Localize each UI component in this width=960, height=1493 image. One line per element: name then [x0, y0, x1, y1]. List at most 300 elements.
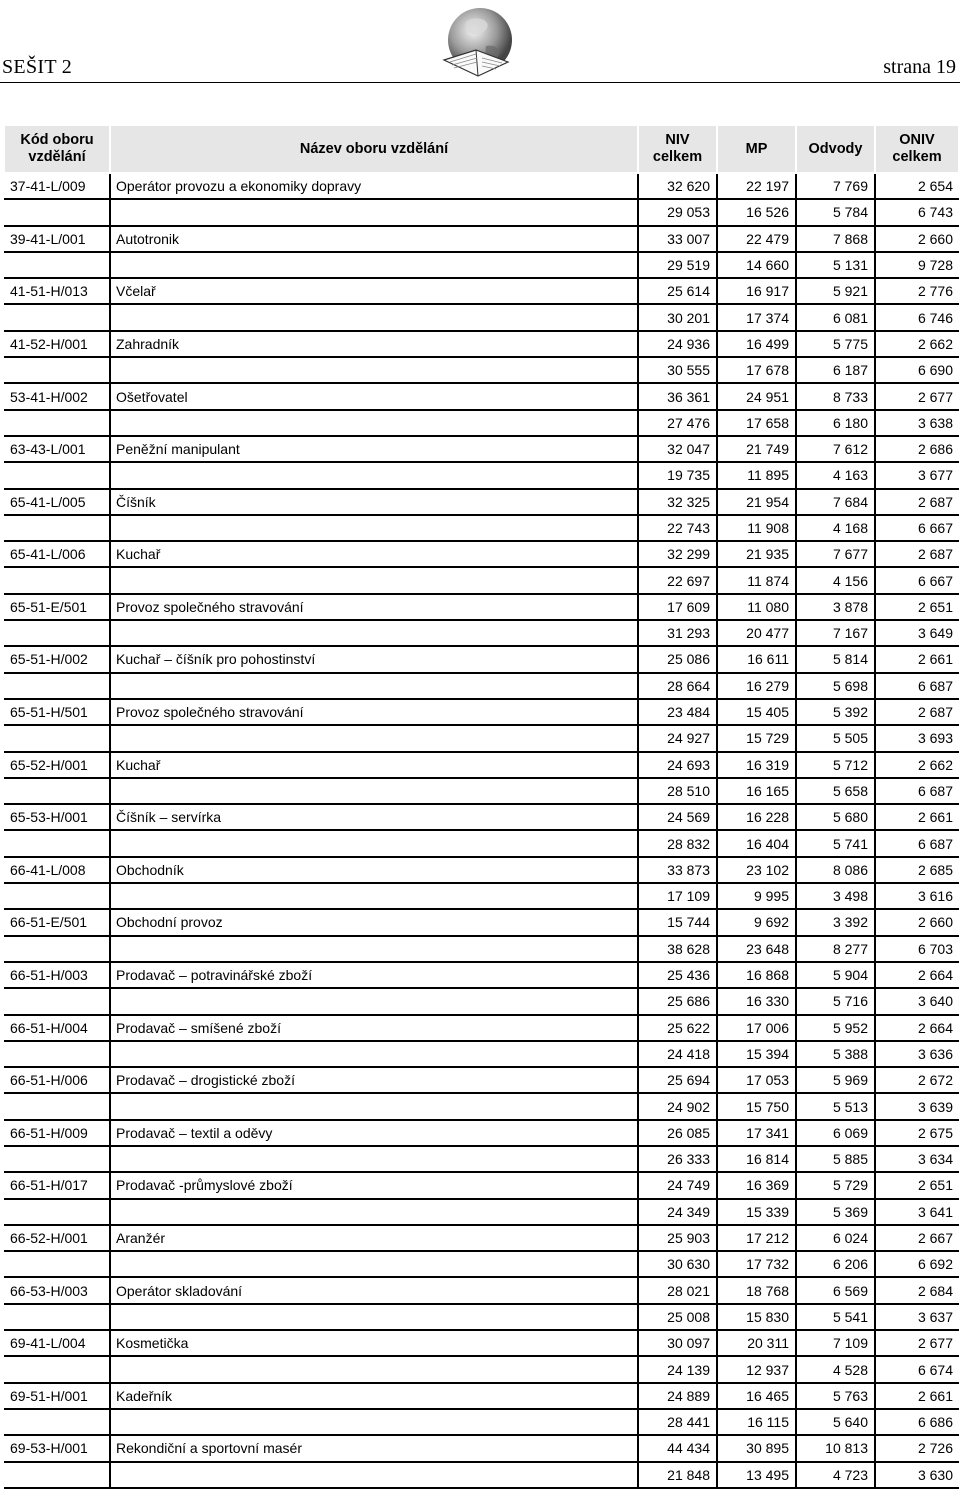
name-cell — [110, 1462, 638, 1488]
odvody-cell: 4 163 — [796, 462, 875, 488]
niv-cell: 32 047 — [638, 436, 717, 462]
mp-cell: 17 374 — [717, 304, 796, 330]
mp-cell: 17 658 — [717, 410, 796, 436]
code-cell: 65-51-E/501 — [4, 594, 110, 620]
odvody-cell: 5 784 — [796, 199, 875, 225]
mp-cell: 21 935 — [717, 541, 796, 567]
odvody-cell: 5 680 — [796, 804, 875, 830]
niv-cell: 25 622 — [638, 1015, 717, 1041]
name-cell — [110, 1041, 638, 1067]
table-row — [4, 383, 959, 409]
mp-cell: 9 692 — [717, 909, 796, 935]
code-cell — [4, 883, 110, 909]
odvody-cell: 5 885 — [796, 1146, 875, 1172]
name-cell: Peněžní manipulant — [110, 436, 638, 462]
code-cell: 69-51-H/001 — [4, 1383, 110, 1409]
oniv-cell: 2 667 — [875, 1225, 959, 1251]
table-row — [4, 357, 959, 383]
oniv-cell: 2 672 — [875, 1067, 959, 1093]
code-cell — [4, 1041, 110, 1067]
name-cell — [110, 988, 638, 1014]
table-row — [4, 646, 959, 672]
oniv-cell: 6 667 — [875, 567, 959, 593]
odvody-cell: 3 392 — [796, 909, 875, 935]
oniv-cell: 6 674 — [875, 1356, 959, 1382]
niv-cell: 22 743 — [638, 515, 717, 541]
code-cell: 65-53-H/001 — [4, 804, 110, 830]
code-cell: 65-51-H/002 — [4, 646, 110, 672]
oniv-cell: 2 687 — [875, 541, 959, 567]
mp-cell: 16 611 — [717, 646, 796, 672]
odvody-cell: 3 498 — [796, 883, 875, 909]
oniv-cell: 2 661 — [875, 646, 959, 672]
table-row — [4, 1462, 959, 1488]
name-cell: Prodavač -průmyslové zboží — [110, 1172, 638, 1198]
table-row — [4, 489, 959, 515]
name-cell: Číšník — [110, 489, 638, 515]
header-rule — [0, 82, 960, 83]
oniv-cell: 6 667 — [875, 515, 959, 541]
name-cell: Operátor skladování — [110, 1277, 638, 1303]
name-cell — [110, 830, 638, 856]
odvody-cell: 8 086 — [796, 857, 875, 883]
niv-cell: 24 418 — [638, 1041, 717, 1067]
niv-cell: 29 053 — [638, 199, 717, 225]
code-cell: 66-51-H/003 — [4, 962, 110, 988]
mp-cell: 16 228 — [717, 804, 796, 830]
niv-cell: 28 021 — [638, 1277, 717, 1303]
mp-cell: 17 053 — [717, 1067, 796, 1093]
name-cell — [110, 673, 638, 699]
odvody-cell: 6 081 — [796, 304, 875, 330]
oniv-cell: 9 728 — [875, 252, 959, 278]
code-cell — [4, 199, 110, 225]
oniv-cell: 3 616 — [875, 883, 959, 909]
code-cell — [4, 936, 110, 962]
niv-cell: 25 436 — [638, 962, 717, 988]
oniv-cell: 6 687 — [875, 778, 959, 804]
table-row — [4, 1383, 959, 1409]
name-cell: Autotronik — [110, 226, 638, 252]
code-cell: 65-52-H/001 — [4, 752, 110, 778]
name-cell — [110, 1251, 638, 1277]
name-cell: Ošetřovatel — [110, 383, 638, 409]
niv-cell: 24 936 — [638, 331, 717, 357]
oniv-cell: 2 677 — [875, 1330, 959, 1356]
name-cell: Aranžér — [110, 1225, 638, 1251]
niv-cell: 28 664 — [638, 673, 717, 699]
name-cell — [110, 462, 638, 488]
oniv-cell: 2 677 — [875, 383, 959, 409]
odvody-cell: 4 528 — [796, 1356, 875, 1382]
code-cell: 65-51-H/501 — [4, 699, 110, 725]
odvody-cell: 6 180 — [796, 410, 875, 436]
oniv-cell: 2 686 — [875, 436, 959, 462]
code-cell: 41-52-H/001 — [4, 331, 110, 357]
mp-cell: 15 729 — [717, 725, 796, 751]
table-row — [4, 252, 959, 278]
niv-cell: 26 085 — [638, 1120, 717, 1146]
name-cell — [110, 778, 638, 804]
name-cell — [110, 1146, 638, 1172]
mp-cell: 12 937 — [717, 1356, 796, 1382]
page-number: strana 19 — [883, 56, 956, 78]
niv-cell: 15 744 — [638, 909, 717, 935]
name-cell — [110, 515, 638, 541]
code-cell — [4, 1146, 110, 1172]
table-row — [4, 410, 959, 436]
oniv-cell: 2 726 — [875, 1435, 959, 1461]
name-cell: Kadeřník — [110, 1383, 638, 1409]
table-header-row — [4, 125, 959, 173]
table-row — [4, 594, 959, 620]
name-cell — [110, 1409, 638, 1435]
niv-cell: 24 902 — [638, 1093, 717, 1119]
mp-cell: 16 404 — [717, 830, 796, 856]
mp-cell: 16 319 — [717, 752, 796, 778]
name-cell — [110, 357, 638, 383]
mp-cell: 22 479 — [717, 226, 796, 252]
mp-cell: 11 874 — [717, 567, 796, 593]
code-cell — [4, 1356, 110, 1382]
oniv-cell: 2 664 — [875, 1015, 959, 1041]
mp-cell: 16 369 — [717, 1172, 796, 1198]
niv-cell: 24 139 — [638, 1356, 717, 1382]
odvody-cell: 5 716 — [796, 988, 875, 1014]
mp-cell: 17 212 — [717, 1225, 796, 1251]
odvody-cell: 5 640 — [796, 1409, 875, 1435]
table-row — [4, 1330, 959, 1356]
odvody-cell: 7 109 — [796, 1330, 875, 1356]
code-cell — [4, 462, 110, 488]
table-row — [4, 778, 959, 804]
table-row — [4, 278, 959, 304]
mp-cell: 14 660 — [717, 252, 796, 278]
mp-cell: 16 868 — [717, 962, 796, 988]
niv-cell: 38 628 — [638, 936, 717, 962]
table-row — [4, 699, 959, 725]
mp-cell: 16 917 — [717, 278, 796, 304]
mp-cell: 16 115 — [717, 1409, 796, 1435]
code-cell: 66-51-H/017 — [4, 1172, 110, 1198]
mp-cell: 16 330 — [717, 988, 796, 1014]
niv-cell: 32 620 — [638, 173, 717, 199]
table-row — [4, 988, 959, 1014]
odvody-cell: 7 684 — [796, 489, 875, 515]
code-cell — [4, 988, 110, 1014]
table-row — [4, 541, 959, 567]
table-row — [4, 1409, 959, 1435]
code-cell: 66-52-H/001 — [4, 1225, 110, 1251]
oniv-cell: 2 664 — [875, 962, 959, 988]
code-cell — [4, 410, 110, 436]
mp-cell: 17 678 — [717, 357, 796, 383]
odvody-cell: 5 814 — [796, 646, 875, 672]
oniv-cell: 2 687 — [875, 699, 959, 725]
name-cell — [110, 410, 638, 436]
table-row — [4, 1172, 959, 1198]
table-row — [4, 752, 959, 778]
niv-cell: 24 569 — [638, 804, 717, 830]
code-cell — [4, 304, 110, 330]
niv-cell: 30 097 — [638, 1330, 717, 1356]
code-cell — [4, 515, 110, 541]
odvody-cell: 6 024 — [796, 1225, 875, 1251]
mp-cell: 15 750 — [717, 1093, 796, 1119]
odvody-cell: 7 677 — [796, 541, 875, 567]
niv-cell: 17 109 — [638, 883, 717, 909]
table-row — [4, 1225, 959, 1251]
niv-cell: 26 333 — [638, 1146, 717, 1172]
niv-cell: 44 434 — [638, 1435, 717, 1461]
mp-cell: 15 394 — [717, 1041, 796, 1067]
table-row — [4, 673, 959, 699]
code-cell — [4, 1199, 110, 1225]
niv-cell: 19 735 — [638, 462, 717, 488]
niv-cell: 28 832 — [638, 830, 717, 856]
code-cell: 66-53-H/003 — [4, 1277, 110, 1303]
odvody-cell: 7 612 — [796, 436, 875, 462]
oniv-cell: 3 639 — [875, 1093, 959, 1119]
code-cell — [4, 1093, 110, 1119]
oniv-cell: 2 651 — [875, 1172, 959, 1198]
table-row — [4, 830, 959, 856]
name-cell: Provoz společného stravování — [110, 594, 638, 620]
name-cell: Prodavač – textil a oděvy — [110, 1120, 638, 1146]
table-row — [4, 331, 959, 357]
code-cell: 65-41-L/006 — [4, 541, 110, 567]
name-cell: Operátor provozu a ekonomiky dopravy — [110, 173, 638, 199]
mp-cell: 30 895 — [717, 1435, 796, 1461]
name-cell: Obchodní provoz — [110, 909, 638, 935]
col-header-niv: NIV celkem — [638, 125, 717, 173]
table-row — [4, 857, 959, 883]
oniv-cell: 2 685 — [875, 857, 959, 883]
code-cell — [4, 673, 110, 699]
name-cell: Číšník – servírka — [110, 804, 638, 830]
table-row — [4, 936, 959, 962]
code-cell — [4, 252, 110, 278]
odvody-cell: 5 921 — [796, 278, 875, 304]
odvody-cell: 5 698 — [796, 673, 875, 699]
table-row — [4, 909, 959, 935]
oniv-cell: 3 634 — [875, 1146, 959, 1172]
odvody-cell: 7 769 — [796, 173, 875, 199]
code-cell: 41-51-H/013 — [4, 278, 110, 304]
code-cell: 66-51-H/006 — [4, 1067, 110, 1093]
mp-cell: 13 495 — [717, 1462, 796, 1488]
table-row — [4, 962, 959, 988]
mp-cell: 23 648 — [717, 936, 796, 962]
niv-cell: 17 609 — [638, 594, 717, 620]
oniv-cell: 2 684 — [875, 1277, 959, 1303]
odvody-cell: 5 505 — [796, 725, 875, 751]
odvody-cell: 5 131 — [796, 252, 875, 278]
mp-cell: 11 908 — [717, 515, 796, 541]
code-cell: 69-41-L/004 — [4, 1330, 110, 1356]
code-cell: 66-51-H/004 — [4, 1015, 110, 1041]
oniv-cell: 2 660 — [875, 909, 959, 935]
name-cell: Kuchař — [110, 752, 638, 778]
mp-cell: 16 499 — [717, 331, 796, 357]
mp-cell: 16 165 — [717, 778, 796, 804]
odvody-cell: 7 167 — [796, 620, 875, 646]
oniv-cell: 2 776 — [875, 278, 959, 304]
code-cell: 66-41-L/008 — [4, 857, 110, 883]
odvody-cell: 6 569 — [796, 1277, 875, 1303]
odvody-cell: 6 069 — [796, 1120, 875, 1146]
oniv-cell: 6 703 — [875, 936, 959, 962]
oniv-cell: 6 743 — [875, 199, 959, 225]
odvody-cell: 6 187 — [796, 357, 875, 383]
code-cell — [4, 567, 110, 593]
odvody-cell: 4 168 — [796, 515, 875, 541]
name-cell: Kuchař — [110, 541, 638, 567]
globe-book-logo-icon — [436, 2, 516, 82]
col-header-name: Název oboru vzdělání — [110, 125, 638, 173]
mp-cell: 17 006 — [717, 1015, 796, 1041]
niv-cell: 25 694 — [638, 1067, 717, 1093]
code-cell: 39-41-L/001 — [4, 226, 110, 252]
name-cell: Prodavač – smíšené zboží — [110, 1015, 638, 1041]
oniv-cell: 6 687 — [875, 673, 959, 699]
oniv-cell: 2 661 — [875, 1383, 959, 1409]
code-cell — [4, 778, 110, 804]
table-row — [4, 1146, 959, 1172]
mp-cell: 23 102 — [717, 857, 796, 883]
code-cell: 53-41-H/002 — [4, 383, 110, 409]
oniv-cell: 3 636 — [875, 1041, 959, 1067]
oniv-cell: 3 693 — [875, 725, 959, 751]
name-cell — [110, 936, 638, 962]
code-cell — [4, 830, 110, 856]
table-row — [4, 1356, 959, 1382]
odvody-cell: 5 904 — [796, 962, 875, 988]
section-label: SEŠIT 2 — [2, 56, 73, 78]
name-cell — [110, 252, 638, 278]
niv-cell: 33 007 — [638, 226, 717, 252]
name-cell: Včelař — [110, 278, 638, 304]
code-cell — [4, 1462, 110, 1488]
odvody-cell: 4 156 — [796, 567, 875, 593]
niv-cell: 24 693 — [638, 752, 717, 778]
niv-cell: 25 903 — [638, 1225, 717, 1251]
odvody-cell: 5 729 — [796, 1172, 875, 1198]
odvody-cell: 10 813 — [796, 1435, 875, 1461]
odvody-cell: 5 369 — [796, 1199, 875, 1225]
oniv-cell: 3 640 — [875, 988, 959, 1014]
table-row — [4, 1041, 959, 1067]
niv-cell: 30 555 — [638, 357, 717, 383]
col-header-mp: MP — [717, 125, 796, 173]
name-cell: Obchodník — [110, 857, 638, 883]
mp-cell: 15 405 — [717, 699, 796, 725]
oniv-cell: 6 687 — [875, 830, 959, 856]
odvody-cell: 5 541 — [796, 1304, 875, 1330]
table-row — [4, 226, 959, 252]
oniv-cell: 2 661 — [875, 804, 959, 830]
name-cell — [110, 1304, 638, 1330]
page-header — [0, 0, 960, 110]
mp-cell: 24 951 — [717, 383, 796, 409]
table-row — [4, 1093, 959, 1119]
odvody-cell: 5 741 — [796, 830, 875, 856]
name-cell — [110, 1093, 638, 1119]
name-cell — [110, 1356, 638, 1382]
mp-cell: 17 341 — [717, 1120, 796, 1146]
code-cell — [4, 1251, 110, 1277]
mp-cell: 9 995 — [717, 883, 796, 909]
odvody-cell: 5 658 — [796, 778, 875, 804]
col-header-code: Kód oboru vzdělání — [4, 125, 110, 173]
code-cell: 65-41-L/005 — [4, 489, 110, 515]
niv-cell: 25 614 — [638, 278, 717, 304]
odvody-cell: 5 712 — [796, 752, 875, 778]
code-cell — [4, 357, 110, 383]
code-cell — [4, 620, 110, 646]
table-row — [4, 1199, 959, 1225]
table-row — [4, 1067, 959, 1093]
niv-cell: 33 873 — [638, 857, 717, 883]
odvody-cell: 3 878 — [796, 594, 875, 620]
mp-cell: 20 311 — [717, 1330, 796, 1356]
niv-cell: 30 201 — [638, 304, 717, 330]
niv-cell: 24 349 — [638, 1199, 717, 1225]
oniv-cell: 3 637 — [875, 1304, 959, 1330]
odvody-cell: 4 723 — [796, 1462, 875, 1488]
col-header-oniv: ONIV celkem — [875, 125, 959, 173]
mp-cell: 11 895 — [717, 462, 796, 488]
table-row — [4, 515, 959, 541]
oniv-cell: 3 649 — [875, 620, 959, 646]
oniv-cell: 2 662 — [875, 752, 959, 778]
mp-cell: 18 768 — [717, 1277, 796, 1303]
oniv-cell: 2 660 — [875, 226, 959, 252]
mp-cell: 16 526 — [717, 199, 796, 225]
odvody-cell: 5 952 — [796, 1015, 875, 1041]
table-row — [4, 1120, 959, 1146]
table-row — [4, 436, 959, 462]
niv-cell: 24 749 — [638, 1172, 717, 1198]
table-row — [4, 883, 959, 909]
table-row — [4, 1435, 959, 1461]
niv-cell: 25 008 — [638, 1304, 717, 1330]
name-cell — [110, 1199, 638, 1225]
table-row — [4, 304, 959, 330]
name-cell — [110, 199, 638, 225]
oniv-cell: 6 686 — [875, 1409, 959, 1435]
mp-cell: 21 749 — [717, 436, 796, 462]
niv-cell: 24 889 — [638, 1383, 717, 1409]
oniv-cell: 6 690 — [875, 357, 959, 383]
oniv-cell: 2 687 — [875, 489, 959, 515]
niv-cell: 28 441 — [638, 1409, 717, 1435]
code-cell: 66-51-H/009 — [4, 1120, 110, 1146]
oniv-cell: 6 746 — [875, 304, 959, 330]
niv-cell: 21 848 — [638, 1462, 717, 1488]
odvody-cell: 7 868 — [796, 226, 875, 252]
table-row — [4, 1304, 959, 1330]
name-cell — [110, 883, 638, 909]
table-row — [4, 1277, 959, 1303]
oniv-cell: 2 651 — [875, 594, 959, 620]
oniv-cell: 2 662 — [875, 331, 959, 357]
table-body — [4, 173, 959, 1488]
name-cell — [110, 725, 638, 751]
name-cell: Kuchař – číšník pro pohostinství — [110, 646, 638, 672]
budget-table — [3, 124, 960, 1489]
niv-cell: 32 299 — [638, 541, 717, 567]
